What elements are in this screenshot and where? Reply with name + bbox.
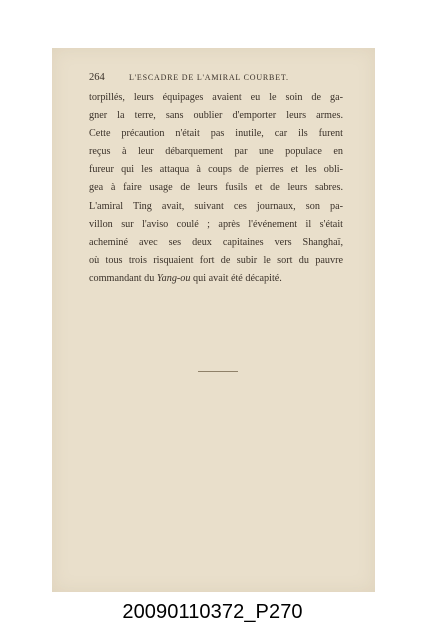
text-line: torpillés, leurs équipages avaient eu le soin de ga- [89, 92, 343, 103]
running-title: L'ESCADRE DE L'AMIRAL COURBET. [129, 73, 289, 82]
line-text-after-ship-name: qui avait été décapité. [190, 272, 282, 284]
text-line: L'amiral Ting avait, suivant ces journaux, son pa- [89, 200, 343, 212]
final-text-line [89, 270, 343, 288]
text-line: gner la terre, sans oublier d'emporter leurs armes. [89, 110, 343, 122]
line-text-before-ship-name: commandant du [89, 272, 157, 284]
page-header [89, 71, 343, 85]
body-text [89, 89, 343, 288]
text-line: reçus à leur débarquement par une populace en [89, 146, 343, 158]
text-line: acheminé avec ses deux capitaines vers Shanghaï, [89, 236, 343, 248]
image-caption: 20090110372_P270 [122, 601, 303, 623]
text-line: Cette précaution n'était pas inutile, car ils furent [89, 128, 343, 140]
page-number: 264 [89, 72, 105, 83]
text-line: gea à faire usage de leurs fusils et de leurs sabres. [89, 182, 343, 194]
ship-name: Yang-ou [156, 272, 191, 284]
text-line: villon sur l'aviso coulé ; après l'événement il s'était [89, 218, 343, 230]
text-line: où tous trois risquaient fort de subir le sort du pauvre [89, 254, 343, 266]
scanned-page [52, 48, 375, 592]
text-line: fureur qui les attaqua à coups de pierres et les obli- [89, 164, 343, 176]
section-divider [198, 371, 238, 372]
